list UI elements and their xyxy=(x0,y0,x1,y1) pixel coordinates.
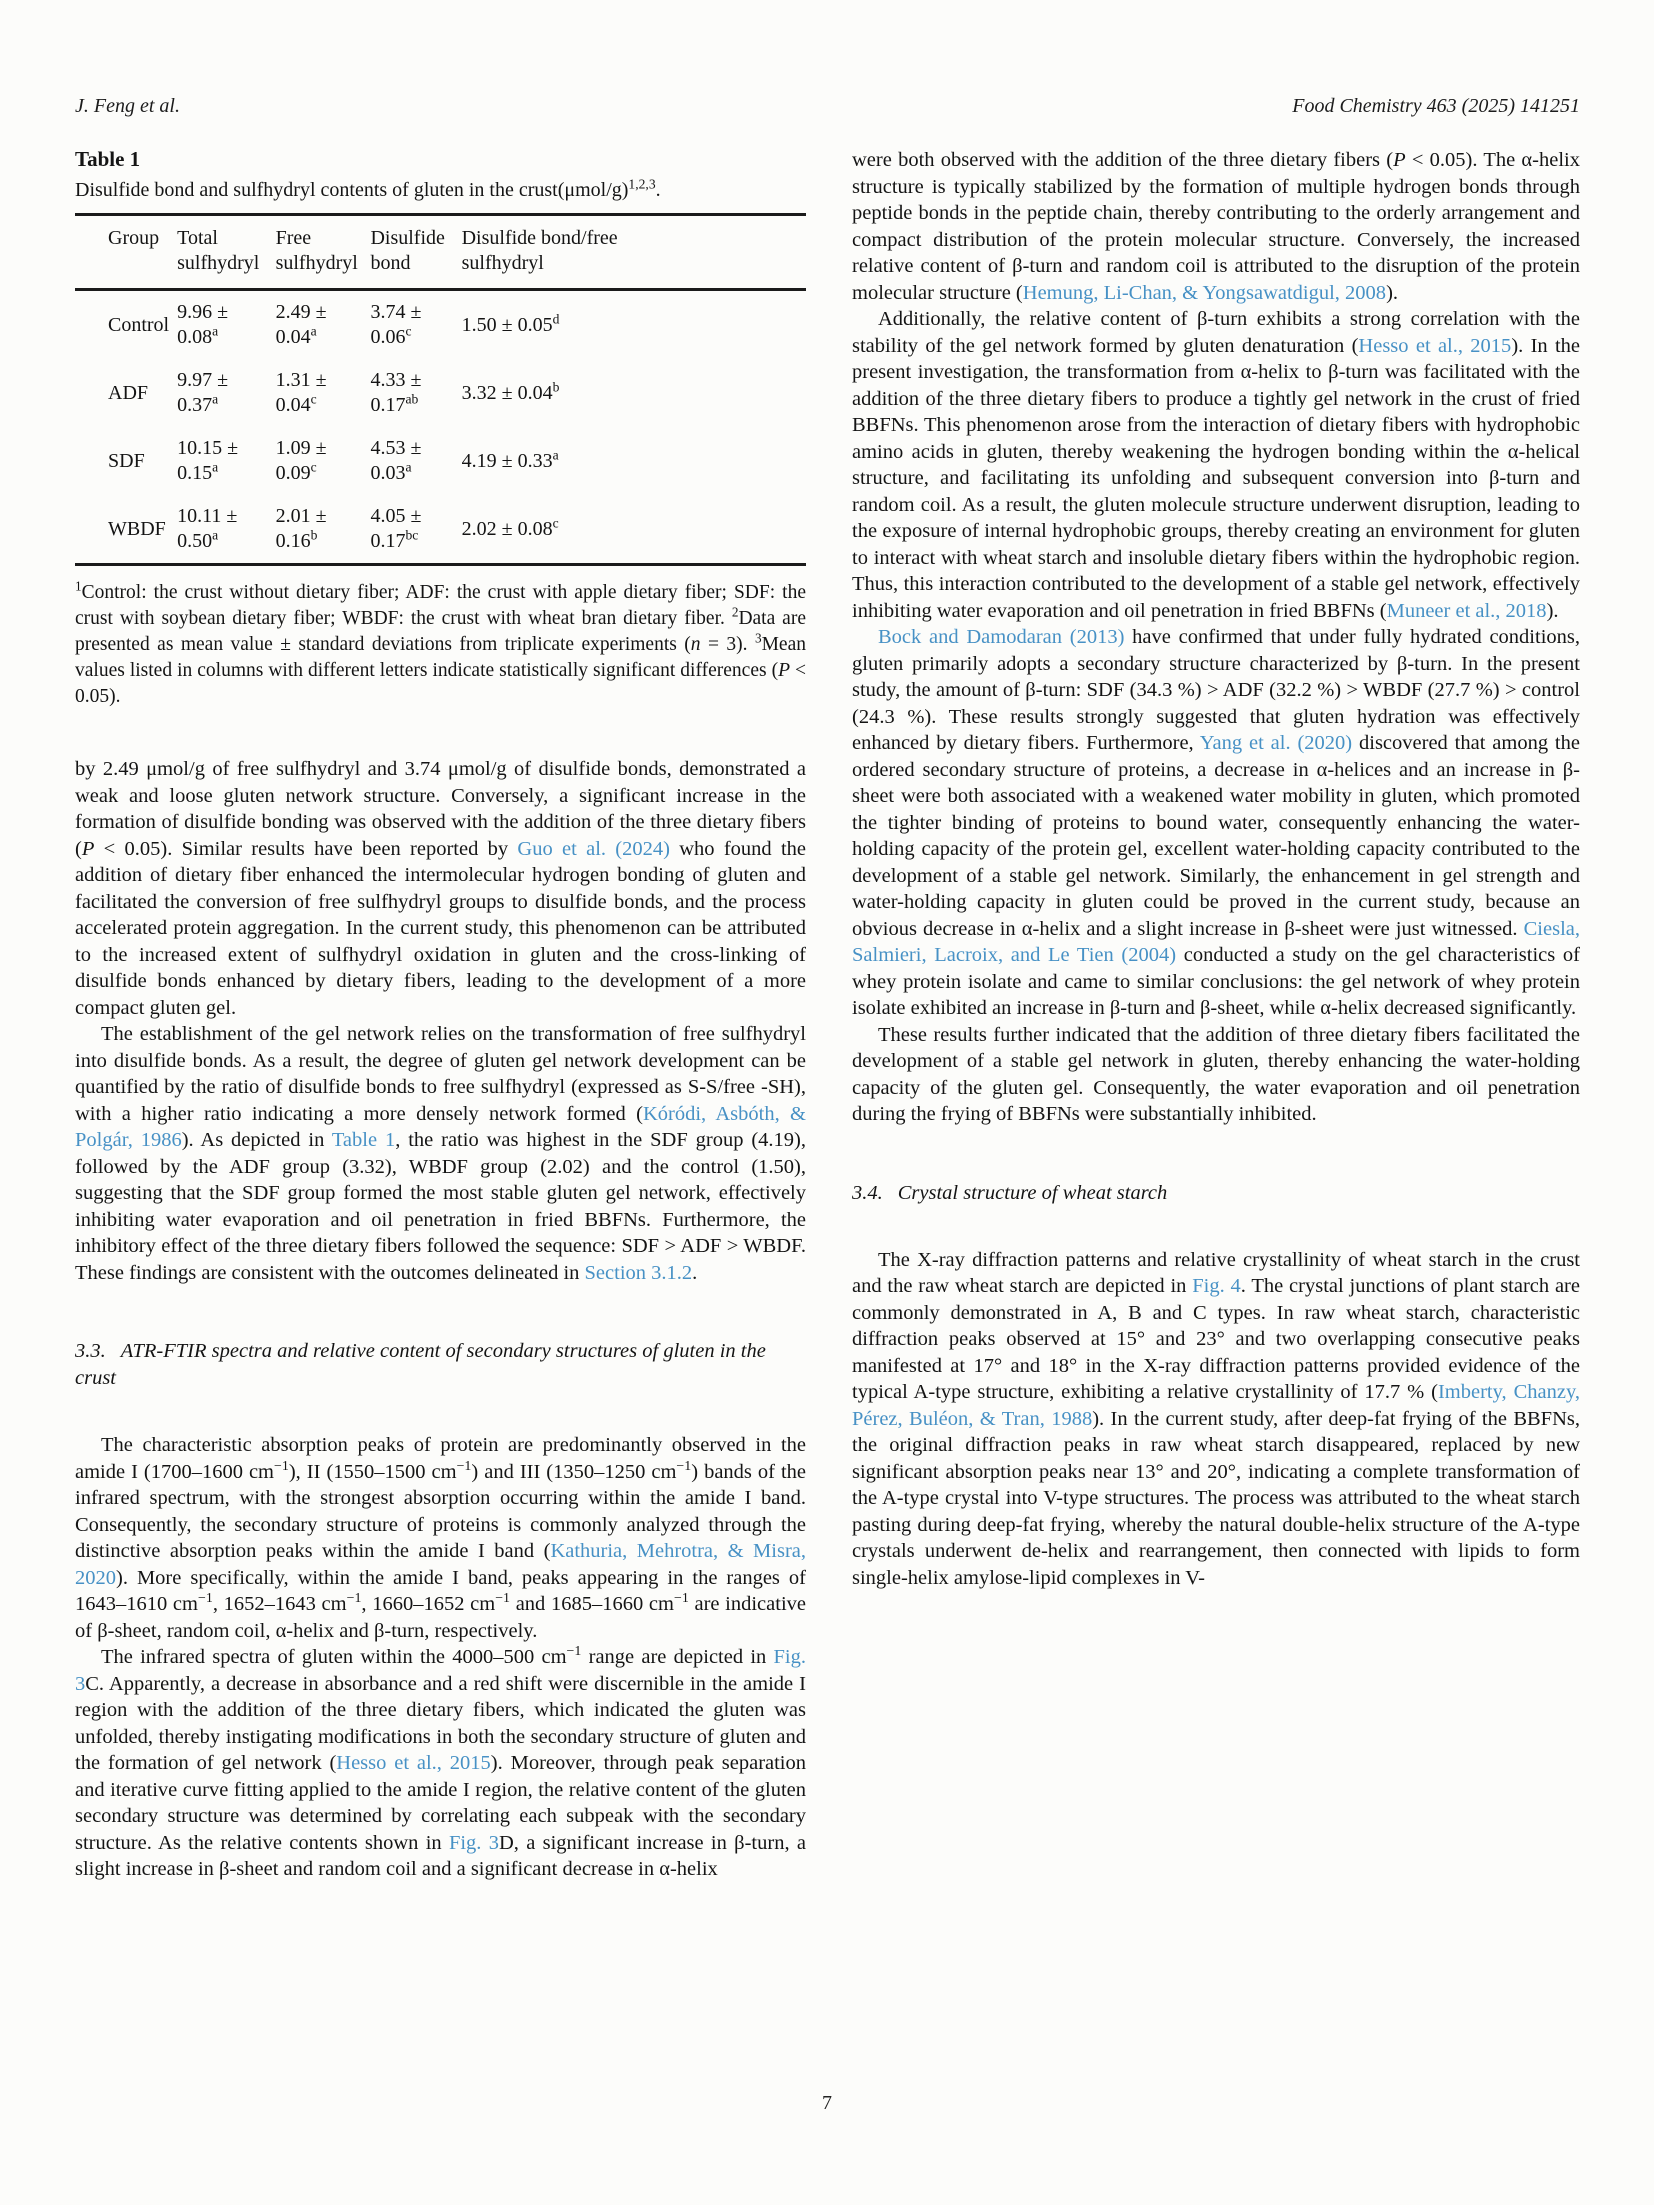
citation-link[interactable]: Kathuria, Mehrotra, & Misra, 2020 xyxy=(75,1540,806,1589)
table-cell: 2.01 ± 0.16$^b$ xyxy=(275,505,327,552)
running-head-journal: Food Chemistry 463 (2025) 141251 xyxy=(1292,95,1580,117)
citation-link[interactable]: Yang et al. (2020) xyxy=(1199,732,1353,754)
citation-link[interactable]: Hesso et al., 2015 xyxy=(336,1752,491,1774)
table-label: Table 1 xyxy=(75,147,141,171)
paragraph: The establishment of the gel network relies on the transformation of free sulfhydryl into disulfide bonds. As a result, the degree of gluten gel network development can be quantified by the ratio of disulfide bonds to free sulfhydryl (expressed as S-S/free -SH), with a higher ratio indicating a more densely network formed (Kóródi, Asbóth, & Polgár, 1986). As depicted in Table 1, the ratio was highest in the SDF group (4.19), followed by the ADF group (3.32), WBDF group (2.02) and the control (1.50), suggesting that the SDF group formed the most stable gluten gel network, effectively inhibiting water evaporation and oil penetration in fried BBFNs. Furthermore, the inhibitory effect of the three dietary fibers followed the sequence: SDF > ADF > WBDF. These findings are consistent with the outcomes delineated in Section 3.1.2. xyxy=(75,1023,806,1284)
table-caption: Disulfide bond and sulfhydryl contents of gluten in the $crust(\mu mol/g)^{1,2,3}$. xyxy=(75,176,661,201)
citation-link[interactable]: Guo et al. (2024) xyxy=(517,837,670,860)
paragraph: The characteristic absorption peaks of protein are predominantly observed in the amide I (1700–1600 $cm^{-1}$), II (1550–1500 $cm^{-1}$) and III (1350–1250 $cm^{-1}$) bands of the infrared spectrum, with the strongest absorption occurring within the amide I band. Consequently, the secondary structure of proteins is commonly analyzed through the distinctive absorption peaks within the amide I band (Kathuria, Mehrotra, & Misra, 2020). More specifically, within the amide I band, peaks appearing in the ranges of 1643–1610 $cm^{-1}$, 1652–1643 $cm^{-1}$, 1660–1652 $cm^{-1}$ and 1685–1660 $cm^{-1}$ are indicative of β-sheet, random coil, α-helix and β-turn, respectively. xyxy=(75,1434,806,1642)
table-cell: SDF xyxy=(108,449,145,472)
citation-link[interactable]: Fig. 3 xyxy=(75,1646,806,1695)
table-cell: 4.05 ± 0.17$^{bc}$ xyxy=(370,505,422,552)
citation-link[interactable]: Muneer et al., 2018 xyxy=(1386,599,1547,622)
paragraph: were both observed with the addition of the three dietary fibers (P < 0.05). The α-helix structure is typically stabilized by the formation of multiple hydrogen bonds through peptide bonds in the peptide chain, thereby contributing to the orderly arrangement and compact distribution of the protein molecular structure. Conversely, the increased relative content of β-turn and random coil is attributed to the disruption of the protein molecular structure (Hemung, Li-Chan, & Yongsawatdigul, 2008). xyxy=(852,149,1580,304)
left-column xyxy=(75,147,806,2042)
table-1 xyxy=(75,213,806,566)
table-header-row xyxy=(75,215,806,290)
citation-link[interactable]: Kóródi, Asbóth, & Polgár, 1986 xyxy=(75,1102,806,1151)
table-cell: 10.15 ± 0.15$^a$ xyxy=(177,437,239,484)
paragraph: These results further indicated that the addition of three dietary fibers facilitated the development of a stable gel network in gluten, thereby enhancing the water-holding capacity of the gluten gel. Consequently, the water evaporation and oil penetration during the frying of BBFNs were substantially inhibited. xyxy=(852,1023,1580,1125)
citation-link[interactable]: Hesso et al., 2015 xyxy=(1358,334,1512,357)
column-header-group: Group xyxy=(75,215,177,290)
table-cell: 4.33 ± 0.17$^{ab}$ xyxy=(370,369,422,416)
paragraph: by 2.49 μmol/g of free sulfhydryl and 3.74 μmol/g of disulfide bonds, demonstrated a weak and loose gluten network structure. Conversely, a significant increase in the formation of disulfide bonding was observed with the addition of the three dietary fibers (P < 0.05). Similar results have been reported by Guo et al. (2024) who found the addition of dietary fiber enhanced the intermolecular hydrogen bonding of gluten and facilitated the conversion of free sulfhydryl groups to disulfide bonds, and the process accelerated protein aggregation. In the current study, this phenomenon can be attributed to the increased extent of sulfhydryl oxidation in gluten and the cross-linking of disulfide bonds enhanced by dietary fibers, leading to the development of a more compact gluten gel. xyxy=(75,758,807,1019)
table-cell: 10.11 ± 0.50$^a$ xyxy=(177,505,238,552)
table-cell: 3.74 ± 0.06$^c$ xyxy=(370,301,422,348)
table-cell: ADF xyxy=(108,381,149,404)
citation-link[interactable]: Bock and Damodaran (2013) xyxy=(878,626,1125,648)
table-cell: 9.97 ± 0.37$^a$ xyxy=(177,369,229,416)
table-cell: 1.50 ± 0.05$^d$ xyxy=(461,310,560,336)
table-cell: 1.31 ± 0.04$^c$ xyxy=(275,369,327,416)
table-cell: 9.96 ± 0.08$^a$ xyxy=(177,301,229,348)
citation-link[interactable]: Hemung, Li-Chan, & Yongsawatdigul, 2008 xyxy=(1022,281,1387,304)
citation-link[interactable]: Ciesla, Salmieri, Lacroix, and Le Tien (2004) xyxy=(852,917,1580,966)
paragraph: The infrared spectra of gluten within the 4000–500 $cm^{-1}$ range are depicted in Fig. 3C. Apparently, a decrease in absorbance and a red shift were discernible in the amide I region with the addition of the three dietary fibers, which indicated the gluten was unfolded, thereby instigating modifications in both the secondary structure of gluten and the formation of gel network (Hesso et al., 2015). Moreover, through peak separation and iterative curve fitting applied to the amide I region, the relative content of the gluten secondary structure was determined by correlating each subpeak with the secondary structure. As the relative contents shown in Fig. 3D, a significant increase in β-turn, a slight increase in β-sheet and random coil and a significant decrease in α-helix xyxy=(75,1644,807,1880)
citation-link[interactable]: Fig. 3 xyxy=(448,1831,499,1854)
paragraph: Bock and Damodaran (2013) have confirmed that under fully hydrated conditions, gluten primarily adopts a secondary structure characterized by β-turn. In the present study, the amount of β-turn: SDF (34.3 %) > ADF (32.2 %) > WBDF (27.7 %) > control (24.3 %). These results strongly suggested that gluten hydration was effectively enhanced by dietary fibers. Furthermore, Yang et al. (2020) discovered that among the ordered secondary structure of proteins, a decrease in α-helices and an increase in β-sheet were both associated with a weakened water mobility in gluten, which promoted the tighter binding of proteins to bound water, consequently enhancing the water-holding capacity of the protein gel, excellent water-holding capacity contributed to the development of a stable gel network. Similarly, the enhancement in gel strength and water-holding capacity in gluten could be proved in the current study, because an obvious decrease in α-helix and a slight increase in β-sheet were just witnessed. Ciesla, Salmieri, Lacroix, and Le Tien (2004) conducted a study on the gel characteristics of whey protein isolate and came to similar conclusions: the gel network of whey protein isolate exhibited an increase in β-turn and β-sheet, while α-helix decreased significantly. xyxy=(852,626,1580,1019)
paragraph: The X-ray diffraction patterns and relative crystallinity of wheat starch in the crust and the raw wheat starch are depicted in Fig. 4. The crystal junctions of plant starch are commonly demonstrated in A, B and C types. In raw wheat starch, characteristic diffraction peaks observed at 15° and 23° and two overlapping consecutive peaks manifested at 17° and 18° in the X-ray diffraction patterns provided evidence of the typical A-type structure, exhibiting a relative crystallinity of 17.7 % (Imberty, Chanzy, Pérez, Buléon, & Tran, 1988). In the current study, after deep-fat frying of the BBFNs, the original diffraction peaks in raw wheat starch disappeared, replaced by new significant absorption peaks near 13° and 20°, indicating a complete transformation of the A-type crystal into V-type structures. The process was attributed to the wheat starch pasting during deep-fat frying, whereby the natural double-helix structure of the A-type crystals underwent de-helix and rearrangement, then connected with lipids to form single-helix amylose-lipid complexes in V- xyxy=(852,1248,1580,1589)
table-cell: 2.02 ± 0.08$^c$ xyxy=(461,514,559,540)
table-row-control xyxy=(75,290,806,360)
citation-link[interactable]: Section 3.1.2 xyxy=(584,1261,693,1284)
column-header-total-sulfhydryl: Total sulfhydryl xyxy=(177,215,275,290)
table-cell: Control xyxy=(108,313,170,336)
section-number: 3.3. xyxy=(75,1340,106,1362)
table-row-wbdf xyxy=(75,495,806,565)
section-title: ATR-FTIR spectra and relative content of secondary structures of gluten in the crust xyxy=(75,1340,766,1389)
table-row-adf xyxy=(75,359,806,427)
citation-link[interactable]: Imberty, Chanzy, Pérez, Buléon, & Tran, 1988 xyxy=(852,1381,1580,1430)
running-head xyxy=(75,95,1580,118)
table-footnotes: $^1$Control: the crust without dietary fiber; ADF: the crust with apple dietary fiber; SDF: the crust with soybean dietary fiber; WBDF: the crust with wheat bran dietary fiber. $^2$Data are presented as mean value ± standard deviations from triplicate experiments (n = 3). $^3$Mean values listed in columns with different letters indicate statistically significant differences (P < 0.05). xyxy=(75,578,807,707)
section-number: 3.4. xyxy=(852,1181,883,1204)
table-1-block xyxy=(75,147,806,710)
table-cell: 1.09 ± 0.09$^c$ xyxy=(275,437,327,484)
table-cell: 2.49 ± 0.04$^a$ xyxy=(275,301,327,348)
section-heading-3-3 xyxy=(75,1338,806,1392)
running-head-author: J. Feng et al. xyxy=(75,95,180,117)
page-number: 7 xyxy=(822,2092,832,2114)
paragraph: Additionally, the relative content of β-turn exhibits a strong correlation with the stability of the gel network formed by gluten denaturation (Hesso et al., 2015). In the present investigation, the transformation from α-helix to β-turn was facilitated with the addition of the three dietary fibers to produce a tightly gel network in the crust of fried BBFNs. This phenomenon arose from the interaction of dietary fibers with hydrophobic amino acids in gluten, thereby weakening the hydrogen bonding within the α-helical structure, and facilitating its unfolding and subsequent conversion into β-turn and random coil. As a result, the gluten molecule structure underwent disruption, leading to the exposure of internal hydrophobic groups, thereby creating an environment for gluten to interact with wheat starch and insoluble dietary fibers within the hydrophobic region. Thus, this interaction contributed to the development of a stable gel network, effectively inhibiting water evaporation and oil penetration in fried BBFNs (Muneer et al., 2018). xyxy=(852,308,1580,622)
table-cell: 3.32 ± 0.04$^b$ xyxy=(461,378,560,404)
table-row-sdf xyxy=(75,427,806,495)
section-title: Crystal structure of wheat starch xyxy=(897,1181,1168,1204)
two-column-body xyxy=(75,147,1580,2042)
column-header-free-sulfhydryl: Free sulfhydryl xyxy=(276,215,371,290)
column-header-disulfide-bond: Disulfide bond xyxy=(370,215,461,290)
citation-link[interactable]: Fig. 4 xyxy=(1192,1275,1241,1297)
table-cell: 4.53 ± 0.03$^a$ xyxy=(370,437,422,484)
column-header-ratio: Disulfide bond/free sulfhydryl xyxy=(462,215,806,290)
right-column xyxy=(852,147,1580,2042)
section-heading-3-4 xyxy=(852,1180,1580,1207)
table-cell: 4.19 ± 0.33$^a$ xyxy=(461,446,559,472)
citation-link[interactable]: Table 1 xyxy=(331,1129,396,1151)
table-cell: WBDF xyxy=(108,517,166,540)
